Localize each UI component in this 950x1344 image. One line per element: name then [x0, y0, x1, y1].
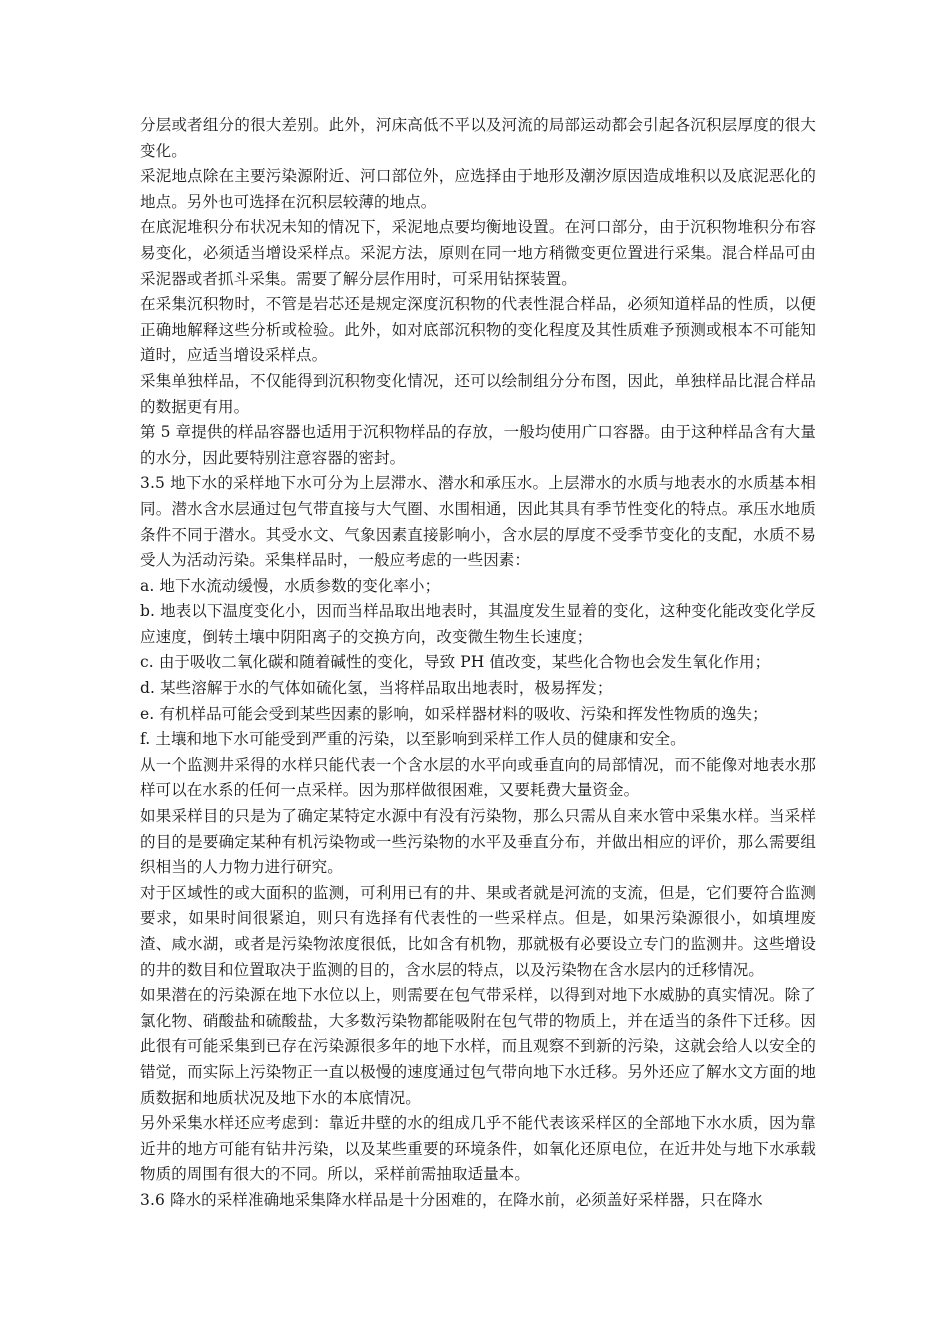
list-item: a. 地下水流动缓慢，水质参数的变化率小； — [140, 576, 441, 595]
paragraph: 第 5 章提供的样品容器也适用于沉积物样品的存放，一般均使用广口容器。由于这种样品含有大量的水分，因此要特别注意容器的密封。 — [140, 423, 816, 467]
list-item: b. 地表以下温度变化小，因而当样品取出地表时，其温度发生显着的变化，这种变化能改变化学反应速度，倒转土壤中阴阳离子的交换方向，改变微生物生长速度； — [140, 602, 816, 646]
paragraph: 如果潜在的污染源在地下水位以上，则需要在包气带采样，以得到对地下水威胁的真实情况。除了氯化物、硝酸盐和硫酸盐，大多数污染物都能吸附在包气带的物质上，并在适当的条件下迁移。因此很有可能采集到已存在污染源很多年的地下水样，而且观察不到新的污染，这就会给人以安全的错觉，而实际上污染物正一直以极慢的速度通过包气带向地下水迁移。另外还应了解水文方面的地质数据和地质状况及地下水的本底情况。 — [140, 986, 816, 1107]
document-body — [140, 113, 816, 1214]
paragraph: 对于区域性的或大面积的监测，可利用已有的井、果或者就是河流的支流，但是，它们要符合监测要求，如果时间很紧迫，则只有选择有代表性的一些采样点。但是，如果污染源很小，如填埋废渣、咸水湖，或者是污染物浓度很低，比如含有机物，那就极有必要设立专门的监测井。这些增设的井的数目和位置取决于监测的目的，含水层的特点，以及污染物在含水层内的迁移情况。 — [140, 883, 816, 979]
section-heading-paragraph: 3.6 降水的采样准确地采集降水样品是十分困难的，在降水前，必须盖好采样器，只在降水 — [140, 1190, 763, 1209]
section-heading-paragraph: 3.5 地下水的采样地下水可分为上层滞水、潜水和承压水。上层滞水的水质与地表水的水质基本相同。潜水含水层通过包气带直接与大气圈、水围相通，因此其具有季节性变化的特点。承压水地质条件不同于潜水。其受水文、气象因素直接影响小，含水层的厚度不受季节变化的支配，水质不易受人为活动污染。采集样品时，一般应考虑的一些因素： — [140, 474, 816, 570]
list-item: f. 土壤和地下水可能受到严重的污染，以至影响到采样工作人员的健康和安全。 — [140, 730, 686, 749]
paragraph: 如果采样目的只是为了确定某特定水源中有没有污染物，那么只需从自来水管中采集水样。当采样的目的是要确定某种有机污染物或一些污染物的水平及垂直分布，并做出相应的评价，那么需要组织相当的人力物力进行研究。 — [140, 807, 816, 877]
list-item: e. 有机样品可能会受到某些因素的影响，如采样器材料的吸收、污染和挥发性物质的逸失； — [140, 704, 768, 723]
paragraph: 分层或者组分的很大差别。此外，河床高低不平以及河流的局部运动都会引起各沉积层厚度的很大变化。 — [140, 116, 816, 160]
paragraph: 采集单独样品，不仅能得到沉积物变化情况，还可以绘制组分分布图，因此，单独样品比混合样品的数据更有用。 — [140, 371, 816, 416]
paragraph: 另外采集水样还应考虑到：靠近井壁的水的组成几乎不能代表该采样区的全部地下水水质，因为靠近井的地方可能有钻井污染，以及某些重要的环境条件，如氧化还原电位，在近井处与地下水承载物质的周围有很大的不同。所以，采样前需抽取适量本。 — [140, 1114, 816, 1184]
paragraph: 采泥地点除在主要污染源附近、河口部位外，应选择由于地形及潮汐原因造成堆积以及底泥恶化的地点。另外也可选择在沉积层较薄的地点。 — [140, 167, 816, 211]
list-item: d. 某些溶解于水的气体如硫化氢，当将样品取出地表时，极易挥发； — [140, 679, 613, 698]
list-item: c. 由于吸收二氧化碳和随着碱性的变化，导致 PH 值改变，某些化合物也会发生氧化作用； — [140, 653, 771, 672]
paragraph: 从一个监测井采得的水样只能代表一个含水层的水平向或垂直向的局部情况，而不能像对地表水那样可以在水系的任何一点采样。因为那样做很困难，又要耗费大量资金。 — [140, 755, 816, 800]
paragraph: 在底泥堆积分布状况未知的情况下，采泥地点要均衡地设置。在河口部分，由于沉积物堆积分布容易变化，必须适当增设采样点。采泥方法，原则在同一地方稍微变更位置进行采集。混合样品可由采泥器或者抓斗采集。需要了解分层作用时，可采用钻探装置。 — [140, 218, 816, 288]
paragraph: 在采集沉积物时，不管是岩芯还是规定深度沉积物的代表性混合样品，必须知道样品的性质，以便正确地解释这些分析或检验。此外，如对底部沉积物的变化程度及其性质难予预测或根本不可能知道时，应适当增设采样点。 — [140, 295, 816, 365]
